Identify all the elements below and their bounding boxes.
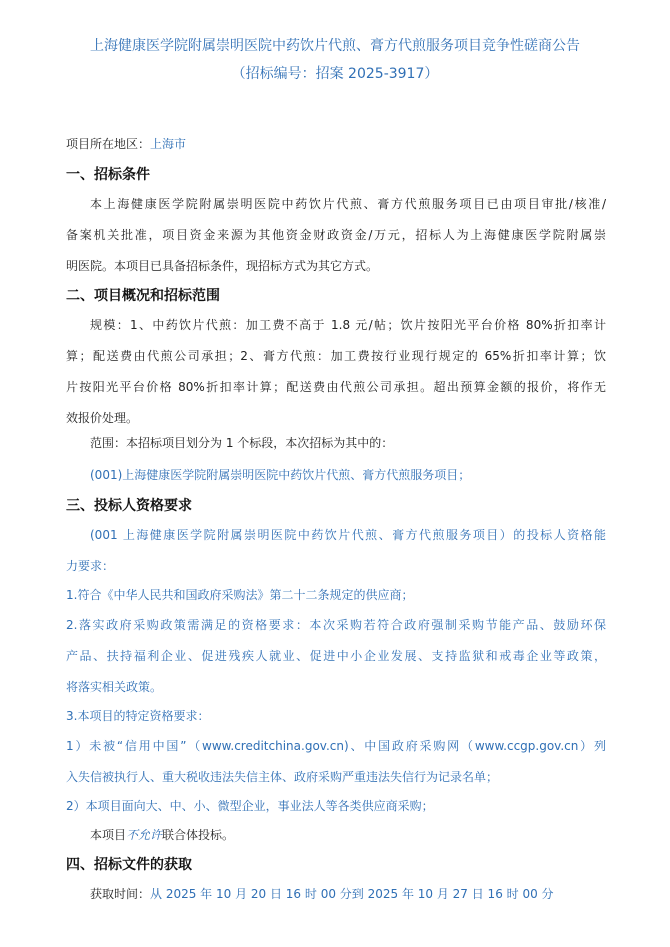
sub-requirement-2: 2）本项目面向大、中、小、微型企业，事业法人等各类供应商采购； <box>66 799 434 813</box>
bid-number-prefix: （招标编号： <box>231 66 316 82</box>
scale-line-3: 片按阳光平台价格 80%折扣率计算；配送费由代煎公司承担。超出预算金额的报价，将作无 <box>66 380 606 394</box>
bid-number-value: 招案 2025-3917 <box>315 66 425 82</box>
bid-conditions-line-3: 明医院。本项目已具备招标条件，现招标方式为其它方式。 <box>66 259 379 273</box>
bid-conditions-line-1: 本上海健康医学院附属崇明医院中药饮片代煎、膏方代煎服务项目已由项目审批/核准/ <box>90 197 606 211</box>
section-heading-bid-conditions: 一、招标条件 <box>66 167 150 183</box>
scope-line: 范围：本招标项目划分为 1 个标段，本次招标为其中的： <box>90 436 394 450</box>
section-heading-bidder-qualification: 三、投标人资格要求 <box>66 498 192 514</box>
scale-line-4: 效报价处理。 <box>66 411 139 425</box>
qualification-intro-line-1: (001 上海健康医学院附属崇明医院中药饮片代煎、膏方代煎服务项目）的投标人资格能 <box>90 528 606 542</box>
location-value: 上海市 <box>150 137 187 151</box>
section-heading-overview-scope: 二、项目概况和招标范围 <box>66 288 220 304</box>
bid-number-suffix: ） <box>424 66 439 82</box>
acquisition-time-value: 从 2025 年 10 月 20 日 16 时 00 分到 2025 年 10 月 27 日 16 时 00 分 <box>150 887 554 901</box>
section-heading-document-acquisition: 四、招标文件的获取 <box>66 857 192 873</box>
requirement-2-line-1: 2.落实政府采购政策需满足的资格要求：本次采购若符合政府强制采购节能产品、鼓励环保 <box>66 618 606 632</box>
sub-requirement-1 <box>66 731 606 793</box>
bid-number <box>0 64 670 84</box>
acquisition-time <box>66 879 606 910</box>
scale-paragraph <box>66 310 606 434</box>
consortium-prefix: 本项目 <box>90 828 127 842</box>
bid-conditions-line-2: 备案机关批准，项目资金来源为其他资金财政资金/万元，招标人为上海健康医学院附属崇 <box>66 228 606 242</box>
consortium-line <box>66 820 606 851</box>
sub-requirement-1-line-1: 1）未被“信用中国”（www.creditchina.gov.cn)、中国政府采购网（www.ccgp.gov.cn）列 <box>66 739 606 753</box>
consortium-value: 不允许 <box>126 828 163 842</box>
requirement-2 <box>66 610 606 703</box>
location-label: 项目所在地区： <box>66 137 151 151</box>
project-location <box>66 129 606 160</box>
sub-requirement-1-line-2: 入失信被执行人、重大税收违法失信主体、政府采购严重违法失信行为记录名单； <box>66 770 499 784</box>
bid-conditions-paragraph <box>66 189 606 282</box>
lot-line: (001)上海健康医学院附属崇明医院中药饮片代煎、膏方代煎服务项目； <box>90 468 471 482</box>
qualification-intro <box>66 520 606 582</box>
requirement-1: 1.符合《中华人民共和国政府采购法》第二十二条规定的供应商； <box>66 588 414 602</box>
scale-line-2: 算；配送费由代煎公司承担；2、膏方代煎：加工费按行业现行规定的 65%折扣率计算；饮 <box>66 349 606 363</box>
scale-line-1: 规模：1、中药饮片代煎：加工费不高于 1.8 元/帖；饮片按阳光平台价格 80%折扣率计 <box>90 318 606 332</box>
qualification-intro-line-2: 力要求： <box>66 559 115 573</box>
consortium-suffix: 联合体投标。 <box>162 828 235 842</box>
requirement-2-line-2: 产品、扶持福利企业、促进残疾人就业、促进中小企业发展、支持监狱和戒毒企业等政策， <box>66 649 606 663</box>
acquisition-time-label: 获取时间： <box>90 887 151 901</box>
requirement-2-line-3: 将落实相关政策。 <box>66 680 163 694</box>
page-title: 上海健康医学院附属崇明医院中药饮片代煎、膏方代煎服务项目竞争性磋商公告 <box>90 38 580 54</box>
requirement-3: 3.本项目的特定资格要求： <box>66 709 210 723</box>
